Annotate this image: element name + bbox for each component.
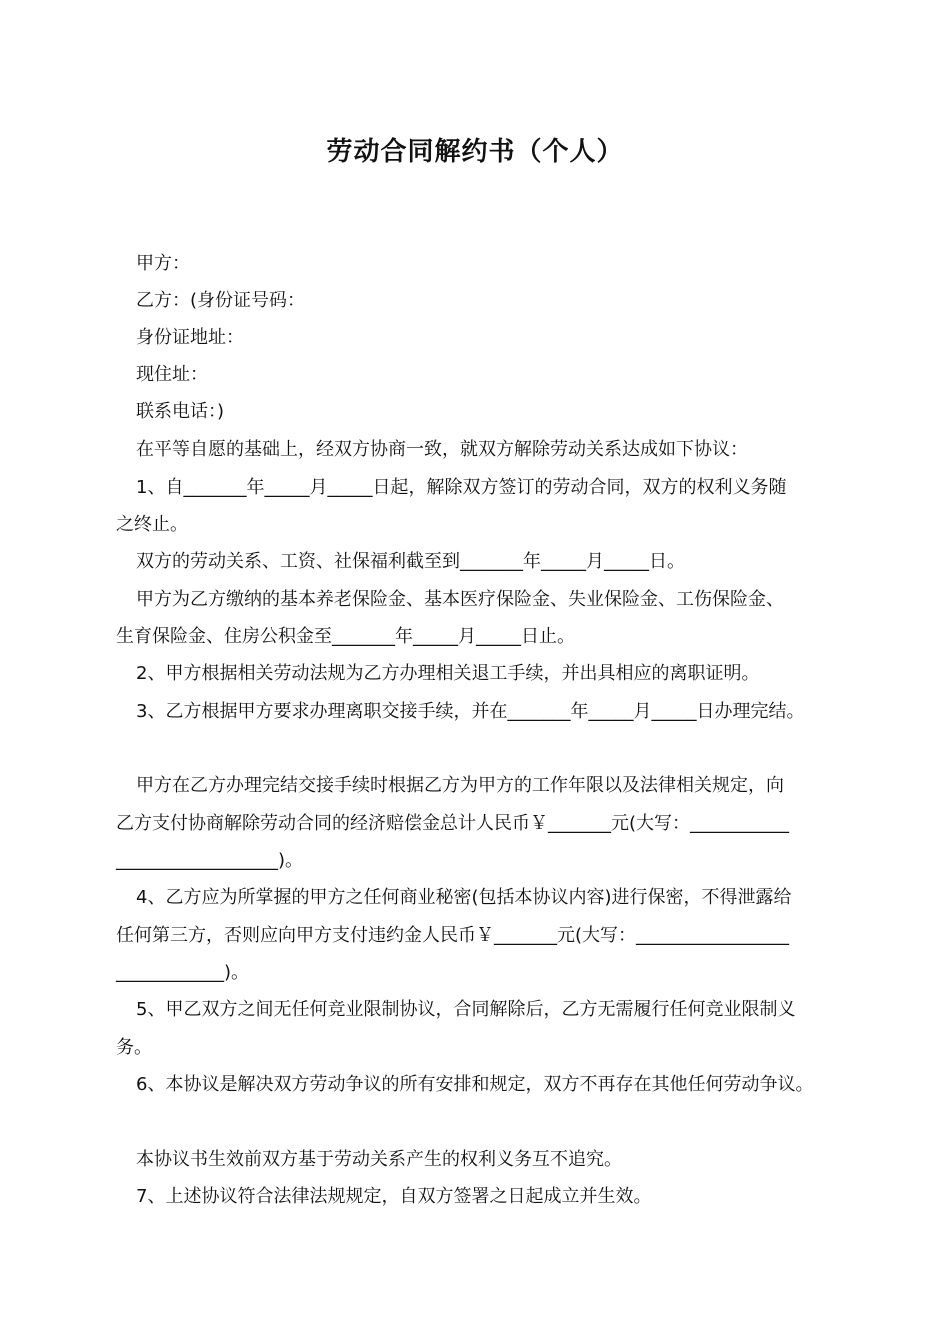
party-b-line: 乙方：(身份证号码： (136, 290, 306, 311)
clause-4-line-2: 任何第三方，否则应向甲方支付违约金人民币￥_______元(大写：_________________ (116, 925, 790, 946)
party-a-line: 甲方： (136, 253, 190, 274)
clause-1-line-1: 1、自_______年_____月_____日起，解除双方签订的劳动合同，双方的权利义务随 (136, 477, 787, 498)
compensation-line-3: __________________)。 (116, 850, 304, 871)
clause-7-line: 7、上述协议符合法律法规规定，自双方签署之日起成立并生效。 (136, 1186, 652, 1207)
contact-phone-line: 联系电话：) (136, 401, 225, 422)
id-address-line: 身份证地址： (136, 327, 244, 348)
insurance-line-1: 甲方为乙方缴纳的基本养老保险金、基本医疗保险金、失业保险金、工伤保险金、 (136, 589, 784, 610)
clause-1-line-2: 之终止。 (116, 514, 188, 535)
salary-cutoff-line: 双方的劳动关系、工资、社保福利截至到_______年_____月_____日。 (136, 551, 685, 572)
document-title: 劳动合同解约书（个人） (326, 137, 624, 167)
insurance-line-2: 生育保险金、住房公积金至_______年_____月_____日止。 (116, 626, 575, 647)
clause-5-line-1: 5、甲乙双方之间无任何竞业限制协议，合同解除后，乙方无需履行任何竞业限制义 (136, 999, 796, 1020)
current-address-line: 现住址： (136, 364, 208, 385)
clause-3-line: 3、乙方根据甲方要求办理离职交接手续，并在_______年_____月_____日办理完结。 (136, 701, 805, 722)
clause-5-line-2: 务。 (116, 1037, 152, 1058)
preamble-line: 在平等自愿的基础上，经双方协商一致，就双方解除劳动关系达成如下协议： (136, 439, 748, 460)
clause-4-line-1: 4、乙方应为所掌握的甲方之任何商业秘密(包括本协议内容)进行保密，不得泄露给 (136, 887, 792, 908)
compensation-line-2: 乙方支付协商解除劳动合同的经济赔偿金总计人民币￥_______元(大写：___________ (116, 813, 790, 834)
clause-2-line: 2、甲方根据相关劳动法规为乙方办理相关退工手续，并出具相应的离职证明。 (136, 663, 760, 684)
compensation-line-1: 甲方在乙方办理完结交接手续时根据乙方为甲方的工作年限以及法律相关规定，向 (136, 775, 784, 796)
clause-4-line-3: ____________)。 (116, 962, 250, 983)
clause-6-line: 6、本协议是解决双方劳动争议的所有安排和规定，双方不再存在其他任何劳动争议。 (136, 1074, 814, 1095)
mutual-release-line: 本协议书生效前双方基于劳动关系产生的权利义务互不追究。 (136, 1149, 622, 1170)
